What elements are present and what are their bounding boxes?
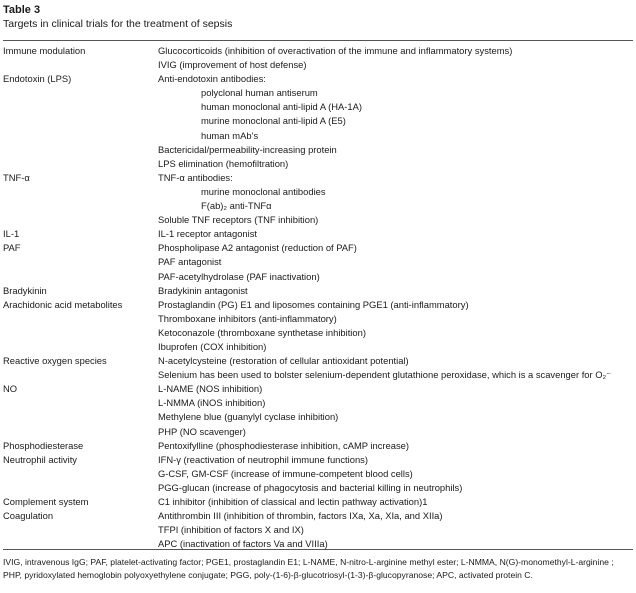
agent-cell: N-acetylcysteine (restoration of cellular antioxidant potential) <box>158 355 409 367</box>
target-cell: Reactive oxygen species <box>3 355 107 367</box>
table-row <box>3 495 633 509</box>
agent-cell: murine monoclonal anti-lipid A (E5) <box>201 115 346 127</box>
agent-cell: Bradykinin antagonist <box>158 284 248 296</box>
table-row <box>3 425 633 439</box>
agent-cell: PAF antagonist <box>158 256 222 268</box>
target-cell: TNF-α <box>3 171 30 183</box>
agent-cell: murine monoclonal antibodies <box>201 185 326 197</box>
table-row <box>3 171 633 185</box>
agent-cell: Ketoconazole (thromboxane synthetase inhibition) <box>158 326 366 338</box>
table-row <box>3 44 633 58</box>
agent-cell: human mAb’s <box>201 129 259 141</box>
target-cell <box>3 368 158 382</box>
table-row <box>3 86 633 100</box>
table-row <box>3 255 633 269</box>
target-cell <box>3 326 158 340</box>
target-cell <box>3 340 158 354</box>
agent-cell: PHP (NO scavenger) <box>158 425 246 437</box>
table-row <box>3 326 633 340</box>
agent-cell: IL-1 receptor antagonist <box>158 228 258 240</box>
table-row <box>3 368 633 382</box>
target-cell: Phosphodiesterase <box>3 439 84 451</box>
agent-cell: APC (inactivation of factors Va and VIIIa) <box>158 538 328 550</box>
table-row <box>3 143 633 157</box>
agent-cell: human monoclonal anti-lipid A (HA-1A) <box>201 101 363 113</box>
table-row <box>3 467 633 481</box>
table-row <box>3 382 633 396</box>
agent-cell: TFPI (inhibition of factors X and IX) <box>158 524 304 536</box>
target-cell <box>3 467 158 481</box>
target-cell: Arachidonic acid metabolites <box>3 298 123 310</box>
table-row <box>3 185 633 199</box>
target-cell: NO <box>3 383 18 395</box>
table-row <box>3 270 633 284</box>
table-row <box>3 354 633 368</box>
table-row <box>3 284 633 298</box>
target-cell <box>3 312 158 326</box>
agent-cell: LPS elimination (hemofiltration) <box>158 157 289 169</box>
target-cell <box>3 199 158 213</box>
table-row <box>3 58 633 72</box>
agent-cell: Soluble TNF receptors (TNF inhibition) <box>158 214 319 226</box>
agent-cell: Pentoxifylline (phosphodiesterase inhibition, cAMP increase) <box>158 439 410 451</box>
table-footnote: IVIG, intravenous IgG; PAF, platelet-activating factor; PGE1, prostaglandin E1; L-NAME, N-nitro-L-arginine methyl ester; L-NMMA, N(G)-monomethyl-L-arginine ; PHP, pyridoxylated hemoglobin polyoxyethylene conjugate; PGG, poly-(1-6)-β-glucotriosyl-(1-3)-β-glucopyranose; APC, activated protein C. <box>3 557 614 580</box>
table-row <box>3 157 633 171</box>
target-cell <box>3 425 158 439</box>
target-cell <box>3 213 158 227</box>
target-cell <box>3 86 158 100</box>
target-cell <box>3 143 158 157</box>
target-cell <box>3 523 158 537</box>
target-cell: IL-1 <box>3 228 20 240</box>
table-row <box>3 199 633 213</box>
agent-cell: Methylene blue (guanylyl cyclase inhibition) <box>158 411 339 423</box>
target-cell <box>3 157 158 171</box>
agent-cell: IFN-γ (reactivation of neutrophil immune functions) <box>158 453 368 465</box>
table-row <box>3 213 633 227</box>
target-cell: Immune modulation <box>3 45 86 56</box>
agent-cell: Anti-endotoxin antibodies: <box>158 73 266 85</box>
agent-cell: Antithrombin III (inhibition of thrombin, factors IXa, Xa, XIa, and XIIa) <box>158 510 443 522</box>
agent-cell: Phospholipase A2 antagonist (reduction of PAF) <box>158 242 357 254</box>
table-caption: Targets in clinical trials for the treatment of sepsis <box>3 18 233 30</box>
agent-cell: G-CSF, GM-CSF (increase of immune-competent blood cells) <box>158 467 413 479</box>
table-row <box>3 72 633 86</box>
target-cell <box>3 410 158 424</box>
table-row <box>3 227 633 241</box>
target-cell: PAF <box>3 242 21 254</box>
table-row <box>3 509 633 523</box>
target-cell: Bradykinin <box>3 284 47 296</box>
bottom-rule <box>3 549 633 550</box>
agent-cell: Thromboxane inhibitors (anti-inflammatory) <box>158 312 337 324</box>
table-row <box>3 241 633 255</box>
table-row <box>3 114 633 128</box>
top-rule <box>3 40 633 41</box>
agent-cell: TNF-α antibodies: <box>158 171 233 183</box>
agent-cell: polyclonal human antiserum <box>201 87 318 99</box>
agent-cell: L-NMMA (iNOS inhibition) <box>158 397 266 409</box>
agent-cell: L-NAME (NOS inhibition) <box>158 383 263 395</box>
target-cell <box>3 481 158 495</box>
target-cell <box>3 114 158 128</box>
table-row <box>3 340 633 354</box>
agent-cell: Selenium has been used to bolster selenium-dependent glutathione peroxidase, which is a scavenger for O₂⁻ <box>158 369 612 381</box>
agent-cell: Prostaglandin (PG) E1 and liposomes containing PGE1 (anti-inflammatory) <box>158 298 469 310</box>
agent-cell: Glucocorticoids (inhibition of overactivation of the immune and inflammatory systems) <box>158 45 513 56</box>
target-cell: Coagulation <box>3 510 54 522</box>
target-cell: Endotoxin (LPS) <box>3 73 72 85</box>
table-row <box>3 453 633 467</box>
table-row <box>3 523 633 537</box>
agent-cell: C1 inhibitor (inhibition of classical and lectin pathway activation)1 <box>158 496 428 507</box>
agent-cell: Bactericidal/permeability-increasing protein <box>158 143 337 155</box>
table-row <box>3 481 633 495</box>
agent-cell: F(ab)₂ anti-TNFα <box>201 200 272 212</box>
target-cell <box>3 129 158 143</box>
target-cell <box>3 396 158 410</box>
table-row <box>3 312 633 326</box>
table-row <box>3 396 633 410</box>
table-row <box>3 410 633 424</box>
table-row <box>3 439 633 453</box>
target-cell <box>3 58 158 72</box>
table-row <box>3 100 633 114</box>
agent-cell: PGG-glucan (increase of phagocytosis and bacterial killing in neutrophils) <box>158 481 463 493</box>
target-cell <box>3 270 158 284</box>
target-cell <box>3 185 158 199</box>
target-cell <box>3 100 158 114</box>
table-row <box>3 129 633 143</box>
agent-cell: IVIG (improvement of host defense) <box>158 59 307 71</box>
agent-cell: Ibuprofen (COX inhibition) <box>158 340 267 352</box>
table-row <box>3 298 633 312</box>
agent-cell: PAF-acetylhydrolase (PAF inactivation) <box>158 270 320 282</box>
target-cell <box>3 255 158 269</box>
target-cell: Neutrophil activity <box>3 453 77 465</box>
table-body <box>3 44 633 551</box>
target-cell: Complement system <box>3 496 89 507</box>
table-title: Table 3 <box>3 4 41 16</box>
